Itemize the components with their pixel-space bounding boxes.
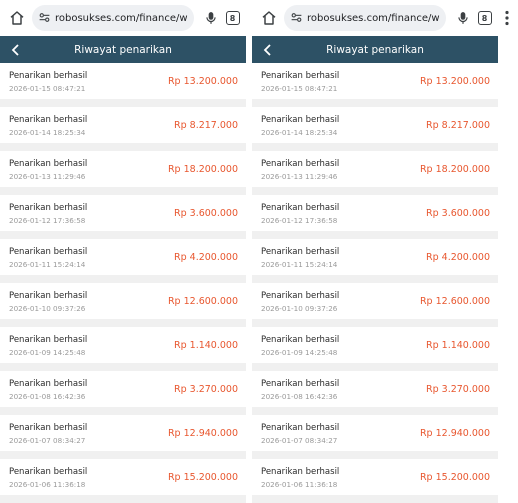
withdrawal-datetime: 2026-01-14 18:25:34 bbox=[9, 128, 86, 137]
withdrawal-item[interactable] bbox=[0, 107, 246, 151]
withdrawal-item[interactable] bbox=[252, 195, 498, 239]
withdrawal-status: Penarikan berhasil bbox=[9, 335, 88, 345]
app-header bbox=[0, 36, 246, 63]
withdrawal-amount: Rp 12.600.000 bbox=[167, 296, 238, 307]
withdrawal-item[interactable] bbox=[0, 459, 246, 503]
withdrawal-status: Penarikan berhasil bbox=[261, 159, 340, 169]
withdrawal-amount: Rp 15.200.000 bbox=[167, 472, 238, 483]
withdrawal-item[interactable] bbox=[0, 415, 246, 459]
withdrawal-amount: Rp 4.200.000 bbox=[174, 252, 238, 263]
withdrawal-status: Penarikan berhasil bbox=[9, 423, 88, 433]
withdrawal-datetime: 2026-01-12 17:36:58 bbox=[9, 216, 86, 225]
withdrawal-list bbox=[252, 63, 498, 503]
tab-count: 8 bbox=[478, 11, 492, 25]
withdrawal-amount: Rp 3.270.000 bbox=[426, 384, 490, 395]
withdrawal-datetime: 2026-01-07 08:34:27 bbox=[261, 436, 338, 445]
withdrawal-amount: Rp 13.200.000 bbox=[167, 76, 238, 87]
home-icon[interactable] bbox=[6, 7, 28, 29]
withdrawal-status: Penarikan berhasil bbox=[9, 115, 88, 125]
withdrawal-amount: Rp 12.600.000 bbox=[419, 296, 490, 307]
withdrawal-amount: Rp 8.217.000 bbox=[174, 120, 238, 131]
withdrawal-amount: Rp 12.940.000 bbox=[167, 428, 238, 439]
withdrawal-amount: Rp 15.200.000 bbox=[419, 472, 490, 483]
withdrawal-status: Penarikan berhasil bbox=[261, 71, 340, 81]
withdrawal-datetime: 2026-01-14 18:25:34 bbox=[261, 128, 338, 137]
address-bar[interactable] bbox=[284, 5, 446, 31]
withdrawal-amount: Rp 1.140.000 bbox=[174, 340, 238, 351]
withdrawal-item[interactable] bbox=[252, 459, 498, 503]
microphone-icon[interactable] bbox=[200, 7, 222, 29]
withdrawal-datetime: 2026-01-07 08:34:27 bbox=[9, 436, 86, 445]
site-settings-icon[interactable] bbox=[290, 9, 303, 28]
withdrawal-datetime: 2026-01-12 17:36:58 bbox=[261, 216, 338, 225]
withdrawal-amount: Rp 4.200.000 bbox=[426, 252, 490, 263]
withdrawal-amount: Rp 18.200.000 bbox=[419, 164, 490, 175]
withdrawal-item[interactable] bbox=[252, 327, 498, 371]
more-options-icon[interactable] bbox=[496, 7, 518, 29]
phone-screenshot-right bbox=[252, 0, 498, 500]
withdrawal-status: Penarikan berhasil bbox=[9, 71, 88, 81]
tab-switcher-button[interactable] bbox=[222, 7, 244, 29]
withdrawal-item[interactable] bbox=[0, 371, 246, 415]
withdrawal-status: Penarikan berhasil bbox=[9, 247, 88, 257]
withdrawal-item[interactable] bbox=[0, 239, 246, 283]
withdrawal-datetime: 2026-01-11 15:24:14 bbox=[261, 260, 338, 269]
microphone-icon[interactable] bbox=[452, 7, 474, 29]
page-title: Riwayat penarikan bbox=[326, 43, 424, 56]
withdrawal-status: Penarikan berhasil bbox=[261, 203, 340, 213]
withdrawal-item[interactable] bbox=[252, 63, 498, 107]
withdrawal-amount: Rp 3.270.000 bbox=[174, 384, 238, 395]
withdrawal-item[interactable] bbox=[252, 107, 498, 151]
withdrawal-status: Penarikan berhasil bbox=[261, 335, 340, 345]
withdrawal-datetime: 2026-01-13 11:29:46 bbox=[9, 172, 86, 181]
withdrawal-item[interactable] bbox=[0, 63, 246, 107]
withdrawal-status: Penarikan berhasil bbox=[9, 203, 88, 213]
withdrawal-amount: Rp 3.600.000 bbox=[426, 208, 490, 219]
withdrawal-status: Penarikan berhasil bbox=[261, 467, 340, 477]
withdrawal-list bbox=[0, 63, 246, 503]
withdrawal-datetime: 2026-01-11 15:24:14 bbox=[9, 260, 86, 269]
withdrawal-amount: Rp 1.140.000 bbox=[426, 340, 490, 351]
back-arrow-icon[interactable] bbox=[6, 36, 24, 63]
withdrawal-status: Penarikan berhasil bbox=[261, 291, 340, 301]
site-settings-icon[interactable] bbox=[38, 9, 51, 28]
withdrawal-amount: Rp 8.217.000 bbox=[426, 120, 490, 131]
withdrawal-item[interactable] bbox=[0, 151, 246, 195]
withdrawal-status: Penarikan berhasil bbox=[261, 379, 340, 389]
withdrawal-status: Penarikan berhasil bbox=[261, 423, 340, 433]
back-arrow-icon[interactable] bbox=[258, 36, 276, 63]
browser-toolbar bbox=[0, 0, 246, 36]
withdrawal-datetime: 2026-01-06 11:36:18 bbox=[9, 480, 86, 489]
withdrawal-item[interactable] bbox=[252, 415, 498, 459]
app-header bbox=[252, 36, 498, 63]
withdrawal-amount: Rp 12.940.000 bbox=[419, 428, 490, 439]
withdrawal-datetime: 2026-01-15 08:47:21 bbox=[261, 84, 338, 93]
withdrawal-item[interactable] bbox=[252, 239, 498, 283]
withdrawal-amount: Rp 18.200.000 bbox=[167, 164, 238, 175]
browser-toolbar bbox=[252, 0, 498, 36]
withdrawal-status: Penarikan berhasil bbox=[261, 115, 340, 125]
withdrawal-item[interactable] bbox=[252, 151, 498, 195]
tab-count: 8 bbox=[226, 11, 240, 25]
address-bar[interactable] bbox=[32, 5, 194, 31]
withdrawal-status: Penarikan berhasil bbox=[9, 159, 88, 169]
url-text: robosukses.com/finance/w bbox=[307, 12, 440, 24]
withdrawal-datetime: 2026-01-10 09:37:26 bbox=[9, 304, 86, 313]
withdrawal-datetime: 2026-01-13 11:29:46 bbox=[261, 172, 338, 181]
withdrawal-datetime: 2026-01-08 16:42:36 bbox=[261, 392, 338, 401]
page-title: Riwayat penarikan bbox=[74, 43, 172, 56]
withdrawal-status: Penarikan berhasil bbox=[9, 379, 88, 389]
withdrawal-datetime: 2026-01-06 11:36:18 bbox=[261, 480, 338, 489]
withdrawal-status: Penarikan berhasil bbox=[9, 291, 88, 301]
withdrawal-item[interactable] bbox=[0, 283, 246, 327]
phone-screenshot-left bbox=[0, 0, 246, 500]
home-icon[interactable] bbox=[258, 7, 280, 29]
withdrawal-datetime: 2026-01-09 14:25:48 bbox=[261, 348, 338, 357]
withdrawal-item[interactable] bbox=[0, 327, 246, 371]
withdrawal-amount: Rp 3.600.000 bbox=[174, 208, 238, 219]
withdrawal-datetime: 2026-01-09 14:25:48 bbox=[9, 348, 86, 357]
withdrawal-item[interactable] bbox=[0, 195, 246, 239]
url-text: robosukses.com/finance/w bbox=[55, 12, 188, 24]
withdrawal-item[interactable] bbox=[252, 283, 498, 327]
withdrawal-status: Penarikan berhasil bbox=[261, 247, 340, 257]
withdrawal-item[interactable] bbox=[252, 371, 498, 415]
tab-switcher-button[interactable] bbox=[474, 7, 496, 29]
withdrawal-amount: Rp 13.200.000 bbox=[419, 76, 490, 87]
withdrawal-datetime: 2026-01-10 09:37:26 bbox=[261, 304, 338, 313]
withdrawal-datetime: 2026-01-15 08:47:21 bbox=[9, 84, 86, 93]
withdrawal-datetime: 2026-01-08 16:42:36 bbox=[9, 392, 86, 401]
withdrawal-status: Penarikan berhasil bbox=[9, 467, 88, 477]
